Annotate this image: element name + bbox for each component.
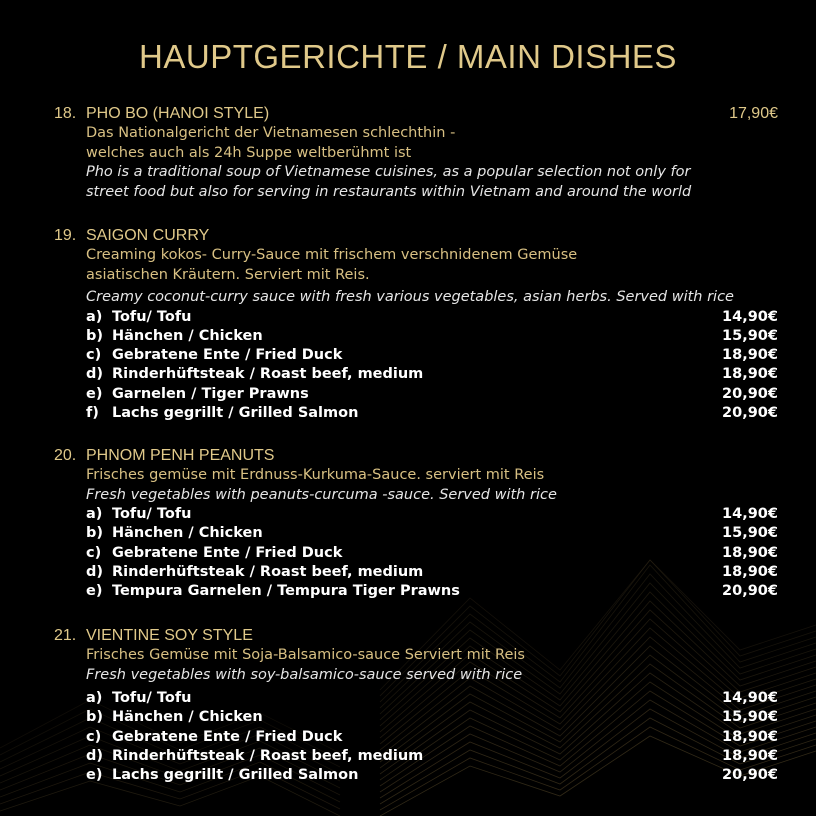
option-name: Rinderhüftsteak / Roast beef, medium [112, 563, 424, 580]
option-letter: b) [86, 525, 104, 542]
option-letter: b) [86, 709, 104, 726]
option-row [86, 524, 778, 543]
dish-name: PHO BO (HANOI STYLE) [86, 105, 270, 122]
option-name: Garnelen / Tiger Prawns [112, 385, 309, 402]
option-price: 15,90€ [722, 525, 778, 542]
dish-number: 19. [54, 227, 77, 244]
option-row [86, 728, 778, 747]
dish-header [54, 104, 778, 124]
option-price: 18,90€ [722, 563, 778, 580]
page-title: HAUPTGERICHTE / MAIN DISHES [139, 38, 677, 75]
description-line: Frisches Gemüse mit Soja-Balsamico-sauce Serviert mit Reis [86, 647, 525, 663]
option-list [86, 505, 778, 601]
option-letter: e) [86, 767, 103, 784]
dish-number: 20. [54, 447, 77, 464]
description-line: welches auch als 24h Suppe weltberühmt ist [86, 144, 412, 161]
dish-name: SAIGON CURRY [86, 227, 210, 244]
option-letter: e) [86, 385, 103, 402]
option-row [86, 346, 778, 365]
dish-header [54, 626, 778, 646]
description-de [86, 646, 778, 666]
option-name: Gebratene Ente / Fried Duck [112, 347, 343, 364]
option-name: Gebratene Ente / Fried Duck [112, 728, 343, 745]
option-price: 14,90€ [722, 308, 778, 325]
description-de [86, 124, 778, 163]
option-name: Hänchen / Chicken [112, 327, 263, 344]
option-letter: f) [86, 404, 99, 421]
option-price: 14,90€ [722, 506, 778, 522]
description-de [86, 246, 778, 285]
option-name: Tofu/ Tofu [112, 690, 192, 706]
option-letter: d) [86, 366, 104, 383]
option-name: Hänchen / Chicken [112, 525, 263, 542]
option-price: 18,90€ [722, 366, 778, 383]
description-en [86, 288, 778, 308]
option-price: 18,90€ [722, 728, 778, 745]
option-price: 15,90€ [722, 327, 778, 344]
option-row [86, 505, 778, 524]
dish-name: VIENTINE SOY STYLE [86, 627, 253, 644]
description-line: Fresh vegetables with soy-balsamico-sauce served with rice [86, 666, 523, 683]
description-line: Frisches gemüse mit Erdnuss-Kurkuma-Sauce. serviert mit Reis [86, 467, 545, 483]
option-list [86, 689, 778, 785]
dish-21 [54, 626, 778, 785]
option-row [86, 689, 778, 708]
dish-20 [54, 446, 778, 601]
option-row [86, 404, 778, 423]
description-line: Pho is a traditional soup of Vietnamese cuisines, as a popular selection not only for [86, 164, 691, 180]
option-price: 15,90€ [722, 709, 778, 726]
option-row [86, 385, 778, 404]
option-price: 20,90€ [722, 404, 778, 421]
option-price: 18,90€ [722, 747, 778, 764]
option-price: 20,90€ [722, 767, 778, 784]
option-row [86, 708, 778, 727]
dish-number: 21. [54, 627, 77, 644]
description-line: street food but also for serving in restaurants within Vietnam and around the world [86, 183, 692, 200]
description-line: asiatischen Kräutern. Serviert mit Reis. [86, 266, 370, 283]
option-price: 18,90€ [722, 544, 778, 561]
description-line: Creamy coconut-curry sauce with fresh various vegetables, asian herbs. Served with rice [86, 289, 734, 305]
option-row [86, 582, 778, 601]
dish-number: 18. [54, 105, 77, 122]
dish-name: PHNOM PENH PEANUTS [86, 447, 275, 464]
description-en [86, 486, 778, 506]
dish-19 [54, 226, 778, 423]
option-row [86, 563, 778, 582]
option-list [86, 308, 778, 424]
option-name: Lachs gegrillt / Grilled Salmon [112, 404, 359, 421]
option-row [86, 544, 778, 563]
option-name: Rinderhüftsteak / Roast beef, medium [112, 366, 424, 383]
option-name: Tempura Garnelen / Tempura Tiger Prawns [112, 583, 460, 600]
dish-header [54, 446, 778, 466]
option-row [86, 365, 778, 384]
dish-price: 17,90€ [729, 105, 778, 122]
dish-header [54, 226, 778, 246]
option-letter: a) [86, 506, 103, 522]
option-name: Rinderhüftsteak / Roast beef, medium [112, 747, 424, 764]
option-letter: b) [86, 327, 104, 344]
option-name: Tofu/ Tofu [112, 506, 192, 522]
option-letter: c) [86, 544, 102, 561]
option-row [86, 747, 778, 766]
option-letter: a) [86, 308, 103, 325]
option-price: 20,90€ [722, 583, 778, 600]
option-letter: c) [86, 347, 102, 364]
dish-18 [54, 104, 778, 202]
option-name: Tofu/ Tofu [112, 308, 192, 325]
description-line: Creaming kokos- Curry-Sauce mit frischem verschnidenem Gemüse [86, 247, 578, 263]
option-price: 20,90€ [722, 385, 778, 402]
option-price: 14,90€ [722, 690, 778, 706]
description-en [86, 163, 778, 202]
option-letter: d) [86, 747, 104, 764]
option-letter: d) [86, 563, 104, 580]
option-letter: e) [86, 583, 103, 600]
option-letter: c) [86, 728, 102, 745]
description-line: Fresh vegetables with peanuts-curcuma -sauce. Served with rice [86, 486, 557, 503]
option-row [86, 327, 778, 346]
option-name: Hänchen / Chicken [112, 709, 263, 726]
description-en [86, 666, 778, 686]
option-name: Gebratene Ente / Fried Duck [112, 544, 343, 561]
option-row [86, 766, 778, 785]
option-price: 18,90€ [722, 347, 778, 364]
description-line: Das Nationalgericht der Vietnamesen schlechthin - [86, 125, 456, 141]
option-letter: a) [86, 690, 103, 706]
description-de [86, 466, 778, 486]
option-name: Lachs gegrillt / Grilled Salmon [112, 767, 359, 784]
option-row [86, 308, 778, 327]
